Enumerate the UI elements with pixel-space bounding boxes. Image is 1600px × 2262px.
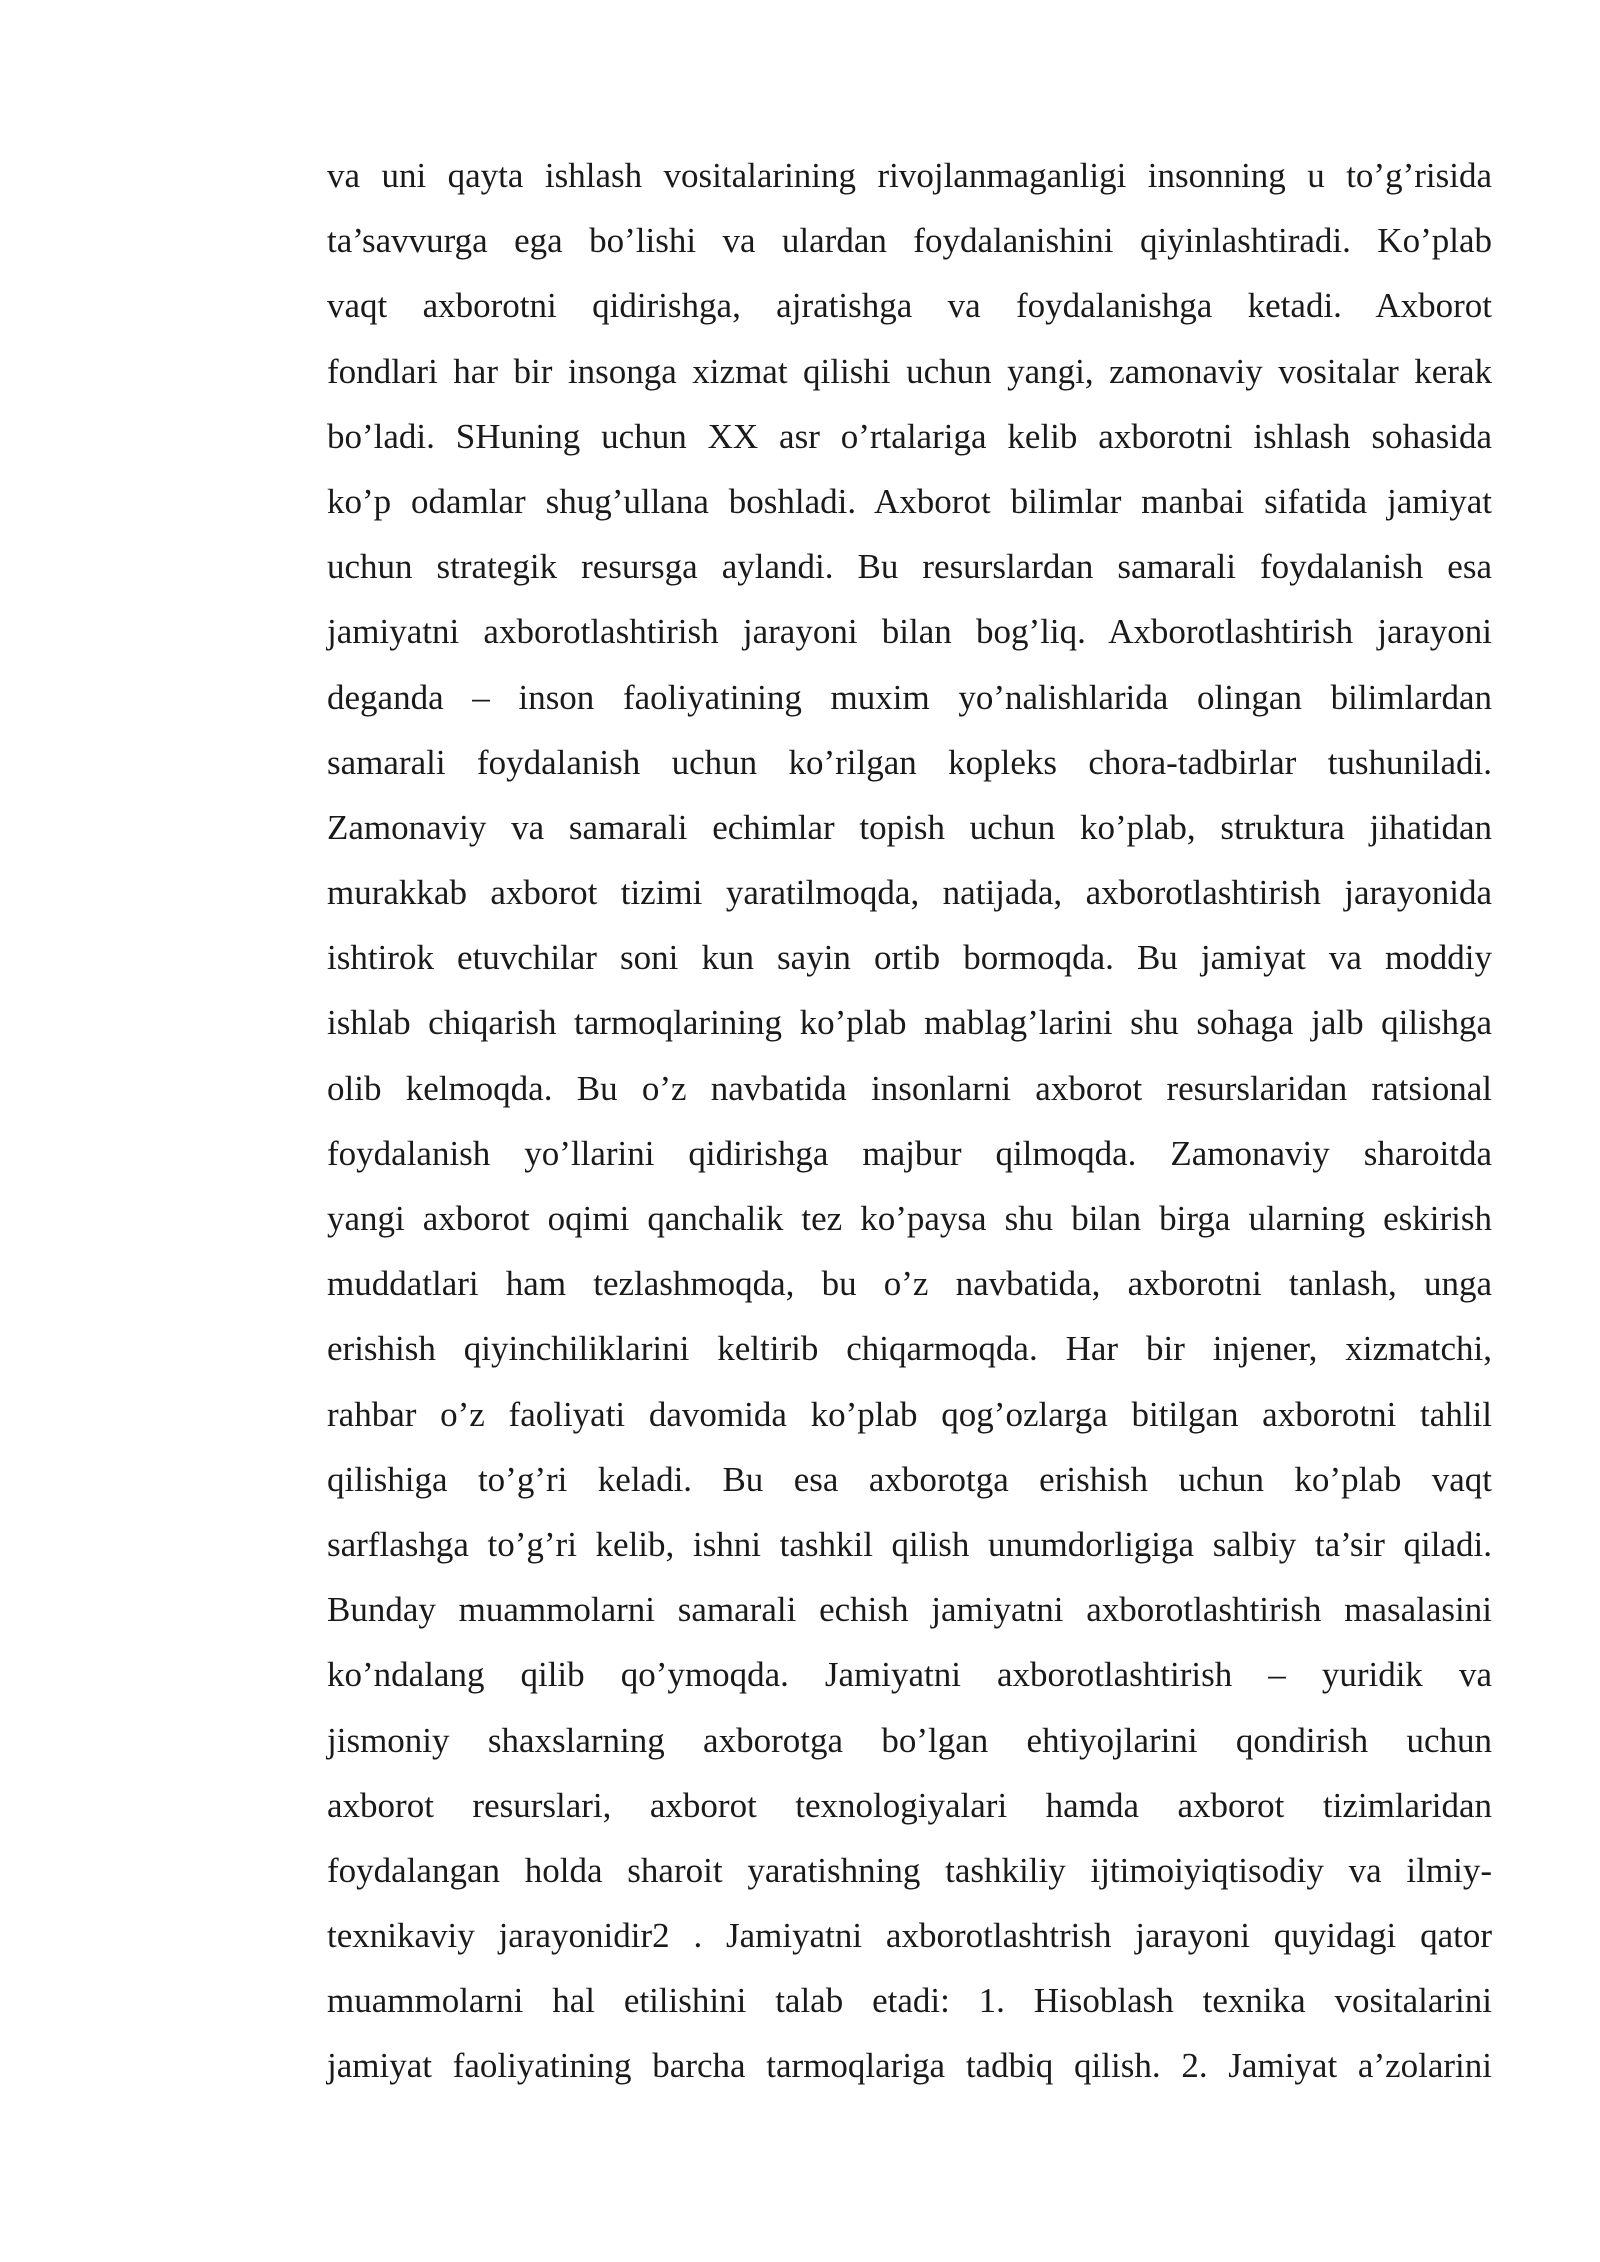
text-line: foydalanish yo’llarini qidirishga majbur qilmoqda. Zamonaviy sharoitda bbox=[327, 1133, 1492, 1173]
text-line: ko’p odamlar shug’ullana boshladi. Axborot bilimlar manbai sifatida jamiyat bbox=[327, 481, 1492, 521]
text-line: vaqt axborotni qidirishga, ajratishga va foydalanishga ketadi. Axborot bbox=[327, 286, 1492, 326]
text-line: ta’savvurga ega bo’lishi va ulardan foydalanishini qiyinlashtiradi. Ko’plab bbox=[327, 221, 1492, 261]
text-line: muammolarni hal etilishini talab etadi: 1. Hisoblash texnika vositalarini bbox=[327, 1981, 1492, 2021]
text-line: muddatlari ham tezlashmoqda, bu o’z navbatida, axborotni tanlash, unga bbox=[327, 1264, 1492, 1304]
text-line: fondlari har bir insonga xizmat qilishi uchun yangi, zamonaviy vositalar kerak bbox=[327, 351, 1492, 391]
body-paragraph bbox=[327, 143, 1492, 2099]
text-line: jamiyat faoliyatining barcha tarmoqlariga tadbiq qilish. 2. Jamiyat a’zolarini bbox=[327, 2046, 1492, 2086]
text-line: rahbar o’z faoliyati davomida ko’plab qog’ozlarga bitilgan axborotni tahlil bbox=[327, 1394, 1492, 1434]
text-line: yangi axborot oqimi qanchalik tez ko’paysa shu bilan birga ularning eskirish bbox=[327, 1199, 1492, 1238]
text-line: olib kelmoqda. Bu o’z navbatida insonlarni axborot resurslaridan ratsional bbox=[327, 1068, 1492, 1108]
text-line: jamiyatni axborotlashtirish jarayoni bilan bog’liq. Axborotlashtirish jarayoni bbox=[327, 612, 1492, 652]
text-line: ishlab chiqarish tarmoqlarining ko’plab mablag’larini shu sohaga jalb qilishga bbox=[327, 1003, 1492, 1043]
text-line: qilishiga to’g’ri keladi. Bu esa axborotga erishish uchun ko’plab vaqt bbox=[327, 1459, 1492, 1499]
text-line: samarali foydalanish uchun ko’rilgan kopleks chora-tadbirlar tushuniladi. bbox=[327, 742, 1492, 782]
text-line: erishish qiyinchiliklarini keltirib chiqarmoqda. Har bir injener, xizmatchi, bbox=[327, 1329, 1492, 1369]
text-line: uchun strategik resursga aylandi. Bu resurslardan samarali foydalanish esa bbox=[327, 547, 1492, 587]
text-line: Bunday muammolarni samarali echish jamiyatni axborotlashtirish masalasini bbox=[327, 1590, 1492, 1630]
text-line: deganda – inson faoliyatining muxim yo’nalishlarida olingan bilimlardan bbox=[327, 677, 1492, 717]
text-line: foydalangan holda sharoit yaratishning tashkiliy ijtimoiyiqtisodiy va ilmiy- bbox=[327, 1850, 1492, 1890]
text-line: va uni qayta ishlash vositalarining rivojlanmaganligi insonning u to’g’risida bbox=[327, 156, 1492, 195]
text-line: ko’ndalang qilib qo’ymoqda. Jamiyatni axborotlashtirish – yuridik va bbox=[327, 1655, 1492, 1695]
text-line: sarflashga to’g’ri kelib, ishni tashkil qilish unumdorligiga salbiy ta’sir qiladi. bbox=[327, 1524, 1492, 1564]
text-line: axborot resurslari, axborot texnologiyalari hamda axborot tizimlaridan bbox=[327, 1785, 1492, 1825]
text-line: Zamonaviy va samarali echimlar topish uchun ko’plab, struktura jihatidan bbox=[327, 807, 1492, 847]
text-line: texnikaviy jarayonidir2 . Jamiyatni axborotlashtrish jarayoni quyidagi qator bbox=[327, 1916, 1492, 1956]
text-line: jismoniy shaxslarning axborotga bo’lgan ehtiyojlarini qondirish uchun bbox=[327, 1720, 1492, 1760]
text-line: bo’ladi. SHuning uchun XX asr o’rtalariga kelib axborotni ishlash sohasida bbox=[327, 416, 1492, 456]
text-line: murakkab axborot tizimi yaratilmoqda, natijada, axborotlashtirish jarayonida bbox=[327, 873, 1492, 913]
text-line: ishtirok etuvchilar soni kun sayin ortib bormoqda. Bu jamiyat va moddiy bbox=[327, 938, 1492, 978]
